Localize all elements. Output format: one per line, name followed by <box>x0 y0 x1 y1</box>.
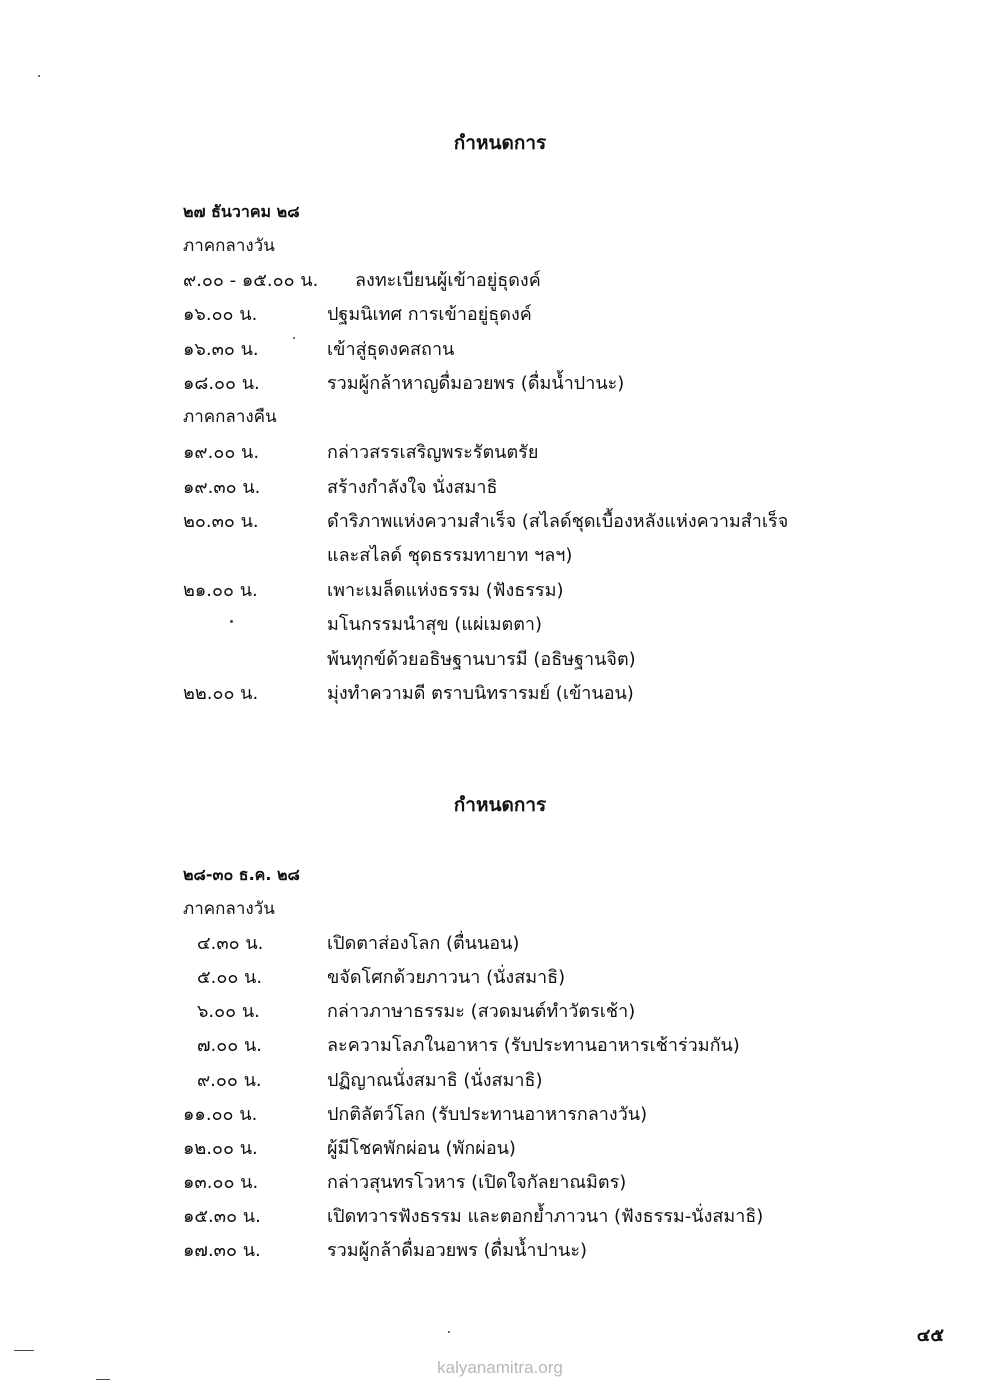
schedule-time: ๑๙.๓๐ น. <box>183 477 261 498</box>
schedule-activity: เปิดตาส่องโลก (ตื่นนอน) <box>327 933 520 954</box>
watermark: kalyanamitra.org <box>437 1358 563 1377</box>
scan-speck <box>448 1331 450 1333</box>
section1-night-label: ภาคกลางคืน <box>183 407 277 427</box>
scan-speck <box>96 1379 110 1380</box>
schedule-time: ๑๖.๓๐ น. <box>183 339 259 360</box>
schedule-activity: ลงทะเบียนผู้เข้าอยู่ธุดงค์ <box>355 270 541 291</box>
section2-day-label: ภาคกลางวัน <box>183 899 275 919</box>
section2-date: ๒๘-๓๐ ธ.ค. ๒๘ <box>183 865 300 884</box>
schedule-activity: เปิดทวารฟังธรรม และตอกย้ำภาวนา (ฟังธรรม-นั่งสมาธิ) <box>327 1206 764 1227</box>
schedule-activity: รวมผู้กล้าดื่มอวยพร (ดื่มน้ำปานะ) <box>327 1240 588 1261</box>
schedule-time: ๒๑.๐๐ น. <box>183 580 258 601</box>
schedule-time: ๕.๐๐ น. <box>197 967 263 988</box>
schedule-activity: พ้นทุกข์ด้วยอธิษฐานบารมี (อธิษฐานจิต) <box>327 649 636 670</box>
section1-title: กำหนดการ <box>453 132 547 154</box>
schedule-activity: กล่าวภาษาธรรมะ (สวดมนต์ทำวัตรเช้า) <box>327 1001 636 1022</box>
schedule-time: ๑๓.๐๐ น. <box>183 1172 259 1193</box>
schedule-activity: มุ่งทำความดี ตราบนิทรารมย์ (เข้านอน) <box>327 683 634 704</box>
schedule-time: ๒๐.๓๐ น. <box>183 511 259 532</box>
schedule-activity: ปฐมนิเทศ การเข้าอยู่ธุดงค์ <box>327 304 532 325</box>
scan-speck <box>230 620 233 623</box>
section2-title: กำหนดการ <box>453 794 547 816</box>
schedule-activity: ผู้มีโชคพักผ่อน (พักผ่อน) <box>327 1138 516 1159</box>
schedule-time: ๑๕.๓๐ น. <box>183 1206 261 1227</box>
schedule-time: ๔.๓๐ น. <box>197 933 264 954</box>
schedule-activity: กล่าวสุนทรโวหาร (เปิดใจกัลยาณมิตร) <box>327 1172 627 1193</box>
schedule-activity: และสไลด์ ชุดธรรมทายาท ฯลฯ) <box>327 545 573 566</box>
schedule-activity: เข้าสู่ธุดงคสถาน <box>327 339 455 360</box>
scan-speck <box>38 75 40 77</box>
schedule-time: ๑๗.๓๐ น. <box>183 1240 261 1261</box>
schedule-activity: กล่าวสรรเสริญพระรัตนตรัย <box>327 442 539 463</box>
schedule-activity: มโนกรรมนำสุข (แผ่เมตตา) <box>327 614 543 635</box>
schedule-activity: ขจัดโศกด้วยภาวนา (นั่งสมาธิ) <box>327 967 566 988</box>
schedule-time: ๑๙.๐๐ น. <box>183 442 260 463</box>
schedule-activity: ปฏิญาณนั่งสมาธิ (นั่งสมาธิ) <box>327 1070 543 1091</box>
scan-speck <box>293 337 295 339</box>
page-number: ๔๕ <box>916 1325 944 1346</box>
schedule-activity: ดำริภาพแห่งความสำเร็จ (สไลด์ชุดเบื้องหลังแห่งความสำเร็จ <box>327 511 789 532</box>
section1-date: ๒๗ ธันวาคม ๒๘ <box>183 202 300 221</box>
schedule-time: ๑๑.๐๐ น. <box>183 1104 258 1125</box>
schedule-activity: ปกติลัตว์โลก (รับประทานอาหารกลางวัน) <box>327 1104 648 1125</box>
schedule-activity: สร้างกำลังใจ นั่งสมาธิ <box>327 477 498 498</box>
scan-speck <box>14 1350 34 1351</box>
section1-day-label: ภาคกลางวัน <box>183 236 275 256</box>
schedule-time: ๑๖.๐๐ น. <box>183 304 258 325</box>
schedule-activity: รวมผู้กล้าหาญดื่มอวยพร (ดื่มน้ำปานะ) <box>327 373 625 394</box>
schedule-time: ๒๒.๐๐ น. <box>183 683 259 704</box>
schedule-activity: เพาะเมล็ดแห่งธรรม (ฟังธรรม) <box>327 580 564 601</box>
schedule-time: ๙.๐๐ น. <box>197 1070 262 1091</box>
schedule-time: ๖.๐๐ น. <box>197 1001 260 1022</box>
schedule-time: ๗.๐๐ น. <box>197 1035 262 1056</box>
schedule-time: ๙.๐๐ - ๑๕.๐๐ น. <box>183 270 319 291</box>
schedule-activity: ละความโลภในอาหาร (รับประทานอาหารเช้าร่วมกัน) <box>327 1035 740 1056</box>
schedule-time: ๑๘.๐๐ น. <box>183 373 260 394</box>
schedule-time: ๑๒.๐๐ น. <box>183 1138 258 1159</box>
